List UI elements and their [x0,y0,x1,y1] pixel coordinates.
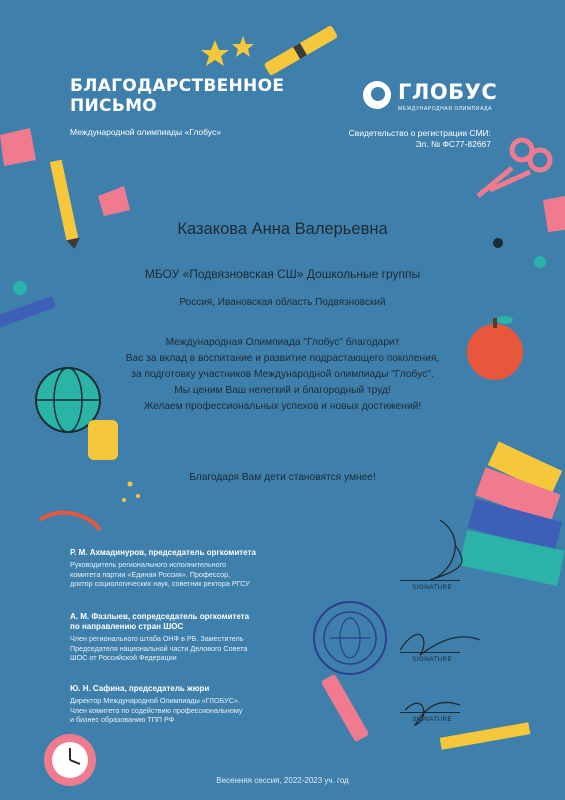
head-icon [362,80,392,110]
document-title: БЛАГОДАРСТВЕННОЕ ПИСЬМО [70,76,285,116]
signatory-cochairman: А. М. Фазлыев, сопредседатель оргкомитета по направлению стран ШОС Член регионального штаба ОНФ в РБ. Заместитель Председателя национальной части Делового Совета ШОС от Российской Федерации [70,612,250,662]
signature-scribble [430,520,462,580]
star-icon [201,40,229,66]
document-subtitle: Международной олимпиады «Глобус» [70,127,221,137]
star-icon [232,36,254,57]
signature-line [400,580,460,581]
paper-scrap-icon [98,186,130,216]
recipient-region: Россия, Ивановская область Подвязновский [179,297,386,308]
session-footer: Весенняя сессия, 2022-2023 уч. год [216,776,349,785]
globus-logo: ГЛОБУС МЕЖДУНАРОДНАЯ ОЛИМПИАДА [362,80,502,120]
books-icon [459,441,564,586]
signature-label: SIGNATURE [412,716,453,723]
signature-line [400,712,460,713]
dot-icon [493,238,503,248]
paper-scrap-icon [0,128,36,166]
signatory-jury-chair: Ю. Н. Сафина, председатель жюри Директор Международной Олимпиады «ГЛОБУС». Член комитета по содействию профессиональному и бизнес образованию ТПП РФ [70,684,243,724]
signatory-chairman: Р. М. Ахмадинуров, председатель оргкомитета Руководитель регионального исполнительного комитета партии «Единая Россия». Профессор, доктор социологических наук, советник ректора РГСУ [70,548,256,588]
recipient-school: МБОУ «Подвязновская СШ» Дошкольные группы [144,267,421,281]
signature-label: SIGNATURE [412,656,453,663]
closing-line: Благодаря Вам дети становятся умнее! [189,472,376,483]
registration-info: Свидетельство о регистрации СМИ: Эл. № ФС77-82667 [348,128,491,149]
signature-label: SIGNATURE [412,584,453,591]
recipient-name: Казакова Анна Валерьевна [177,220,388,238]
crayon-icon [264,25,339,76]
dot-icon [13,281,27,295]
signature-line [400,652,460,653]
message-body: Международная Олимпиада "Глобус" благодарит Вас за вклад в воспитание и развитие подрастающего поколения, за подготовку участников Международной олимпиады "Глобус". Мы ценим Ваш нелегкий и благородный труд! Желаем профессиональных успехов и новых достижений! [125,337,440,412]
pencil-icon [440,722,531,749]
